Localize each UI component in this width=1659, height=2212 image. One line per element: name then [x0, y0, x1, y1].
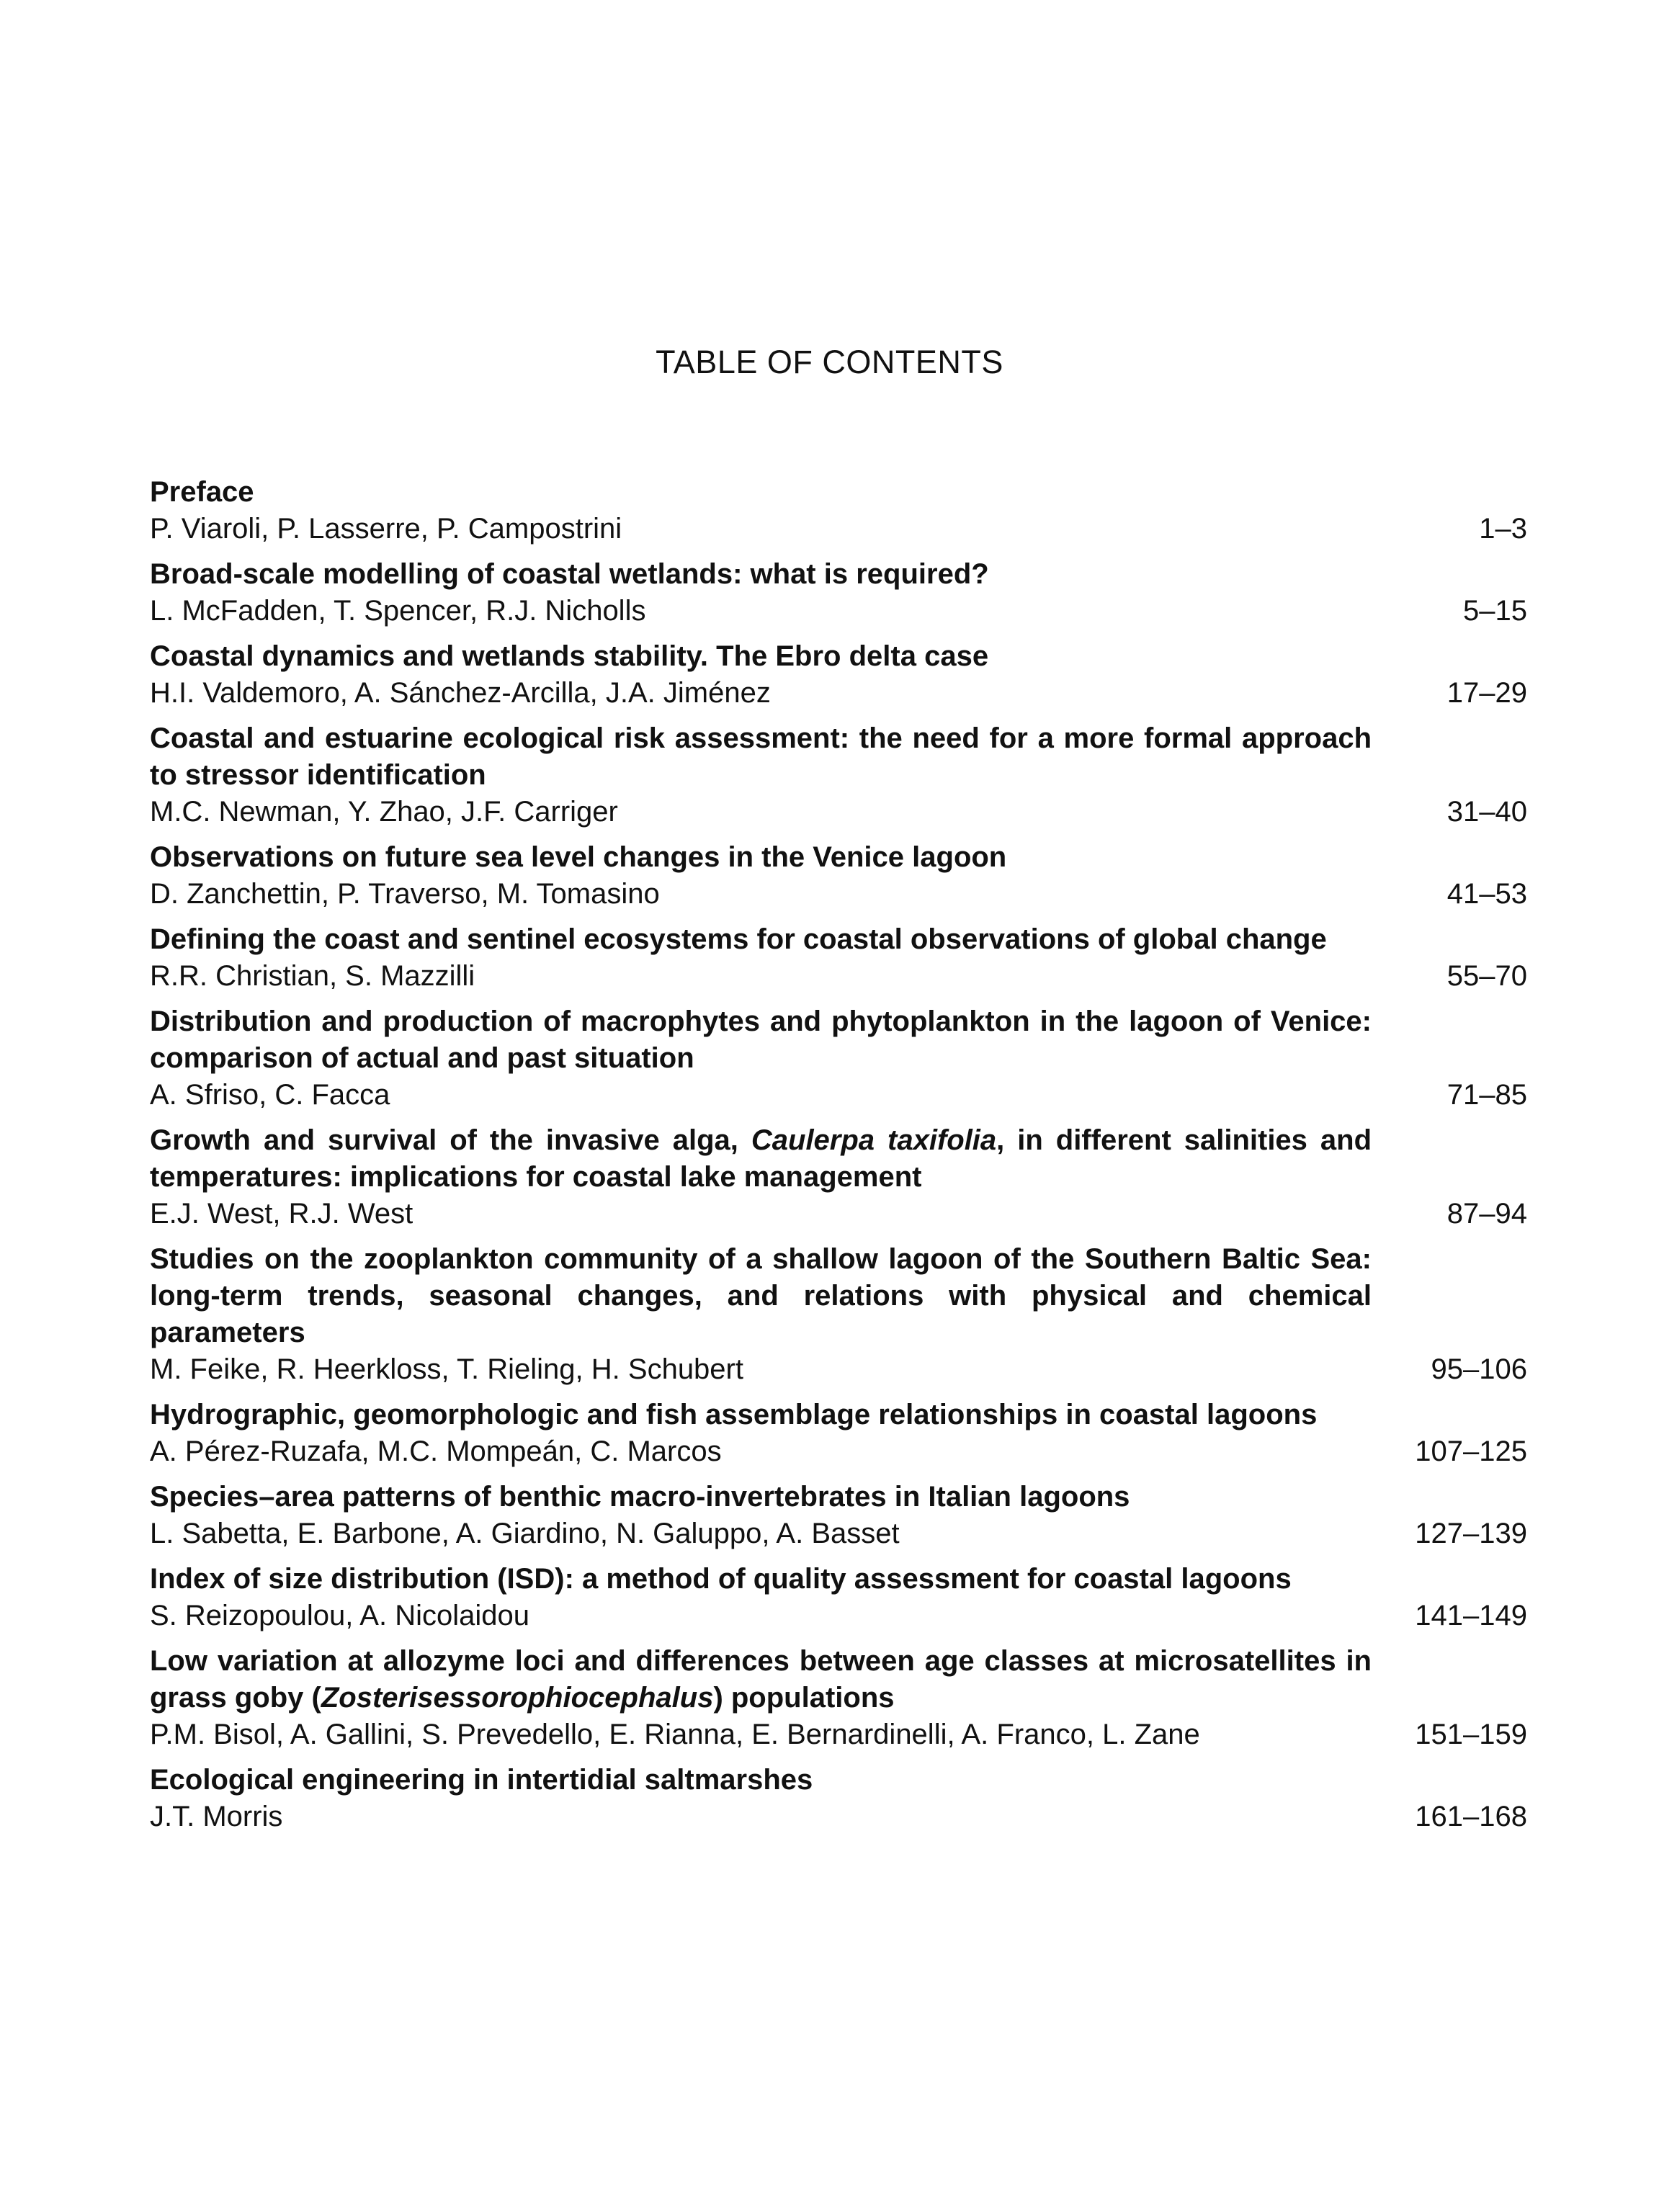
title-text: ) populations [713, 1682, 895, 1714]
authors: R.R. Christian, S. Mazzilli [150, 960, 475, 992]
authors-row [150, 1351, 1527, 1388]
article-title [150, 720, 1372, 794]
authors-row [150, 958, 1527, 995]
title-text: Species–area patterns of benthic macro-invertebrates in Italian lagoons [150, 1481, 1130, 1513]
authors-row [150, 876, 1527, 913]
page-range: 141–149 [1415, 1600, 1527, 1631]
article-title [150, 638, 1372, 675]
page-range: 1–3 [1479, 513, 1527, 545]
toc-entry [150, 921, 1527, 995]
authors-row [150, 1077, 1527, 1114]
authors-row [150, 511, 1527, 547]
page-range: 95–106 [1431, 1353, 1527, 1385]
title-text: Growth and survival of the invasive alga, [150, 1124, 751, 1156]
authors: E.J. West, R.J. West [150, 1198, 413, 1230]
authors: L. Sabetta, E. Barbone, A. Giardino, N. Galuppo, A. Basset [150, 1518, 900, 1549]
toc-entry [150, 1762, 1527, 1835]
title-text: , in different salinities and temperatures: implications for coastal lake management [150, 1124, 1372, 1193]
title-text: Studies on the zooplankton community of a shallow lagoon of the Southern Baltic Sea: long-term trends, seasonal changes, and relations with physical and chemical parameters [150, 1243, 1372, 1348]
title-text: Broad-scale modelling of coastal wetlands: what is required? [150, 558, 989, 590]
authors: M. Feike, R. Heerkloss, T. Rieling, H. Schubert [150, 1353, 743, 1385]
article-title [150, 1643, 1372, 1716]
authors-row [150, 1799, 1527, 1835]
species-name: Caulerpa taxifolia [751, 1124, 997, 1156]
authors-row [150, 1433, 1527, 1470]
authors-row [150, 593, 1527, 630]
toc-entry [150, 1397, 1527, 1470]
article-title [150, 1241, 1372, 1351]
title-text: Coastal and estuarine ecological risk assessment: the need for a more formal approach to stressor identification [150, 722, 1372, 791]
toc-entry [150, 1122, 1527, 1232]
authors-row [150, 1598, 1527, 1634]
article-title [150, 1397, 1372, 1433]
page-range: 161–168 [1415, 1801, 1527, 1832]
toc-entry [150, 1643, 1527, 1753]
authors: S. Reizopoulou, A. Nicolaidou [150, 1600, 529, 1631]
authors: A. Sfriso, C. Facca [150, 1079, 390, 1111]
authors: A. Pérez-Ruzafa, M.C. Mompeán, C. Marcos [150, 1436, 722, 1467]
toc-entry [150, 556, 1527, 630]
title-text: Low variation at allozyme loci and differences between age classes at microsatellites in grass goby ( [150, 1645, 1372, 1714]
article-title [150, 1003, 1372, 1077]
toc-entry [150, 839, 1527, 913]
authors-row [150, 794, 1527, 830]
authors-row [150, 675, 1527, 712]
authors-row [150, 1196, 1527, 1232]
toc-entry [150, 1003, 1527, 1114]
authors: L. McFadden, T. Spencer, R.J. Nicholls [150, 595, 646, 627]
toc-entry [150, 638, 1527, 712]
species-name: Zosterisessorophiocephalus [321, 1682, 714, 1714]
authors: P. Viaroli, P. Lasserre, P. Campostrini [150, 513, 622, 545]
table-of-contents [150, 474, 1527, 1844]
article-title [150, 556, 1372, 593]
toc-entry [150, 1241, 1527, 1388]
authors-row [150, 1716, 1527, 1753]
page-title: TABLE OF CONTENTS [656, 344, 1003, 381]
authors: P.M. Bisol, A. Gallini, S. Prevedello, E. Rianna, E. Bernardinelli, A. Franco, L. Zane [150, 1719, 1200, 1750]
page-range: 107–125 [1415, 1436, 1527, 1467]
page-range: 127–139 [1415, 1518, 1527, 1549]
authors: J.T. Morris [150, 1801, 283, 1832]
article-title [150, 1561, 1372, 1598]
title-text: Defining the coast and sentinel ecosystems for coastal observations of global change [150, 923, 1327, 955]
title-text: Hydrographic, geomorphologic and fish assemblage relationships in coastal lagoons [150, 1399, 1318, 1430]
page-range: 151–159 [1415, 1719, 1527, 1750]
toc-entry [150, 1561, 1527, 1634]
page-range: 5–15 [1463, 595, 1527, 627]
article-title [150, 474, 1372, 511]
page-range: 55–70 [1446, 960, 1527, 992]
page-range: 17–29 [1446, 677, 1527, 709]
title-text: Observations on future sea level changes in the Venice lagoon [150, 841, 1007, 873]
page-range: 71–85 [1446, 1079, 1527, 1111]
title-text: Coastal dynamics and wetlands stability. The Ebro delta case [150, 640, 989, 672]
page-range: 41–53 [1446, 878, 1527, 910]
title-text: Index of size distribution (ISD): a method of quality assessment for coastal lagoons [150, 1563, 1292, 1595]
authors: M.C. Newman, Y. Zhao, J.F. Carriger [150, 796, 618, 828]
article-title [150, 839, 1372, 876]
article-title [150, 1762, 1372, 1799]
page-range: 31–40 [1446, 796, 1527, 828]
toc-entry [150, 1479, 1527, 1552]
title-text: Distribution and production of macrophytes and phytoplankton in the lagoon of Venice: comparison of actual and past situation [150, 1006, 1372, 1074]
page-range: 87–94 [1446, 1198, 1527, 1230]
article-title [150, 1479, 1372, 1515]
article-title [150, 921, 1372, 958]
title-text: Preface [150, 476, 254, 508]
authors: D. Zanchettin, P. Traverso, M. Tomasino [150, 878, 660, 910]
toc-entry [150, 720, 1527, 830]
authors: H.I. Valdemoro, A. Sánchez-Arcilla, J.A. Jiménez [150, 677, 771, 709]
article-title [150, 1122, 1372, 1196]
toc-entry [150, 474, 1527, 547]
title-text: Ecological engineering in intertidial saltmarshes [150, 1764, 813, 1796]
authors-row [150, 1515, 1527, 1552]
